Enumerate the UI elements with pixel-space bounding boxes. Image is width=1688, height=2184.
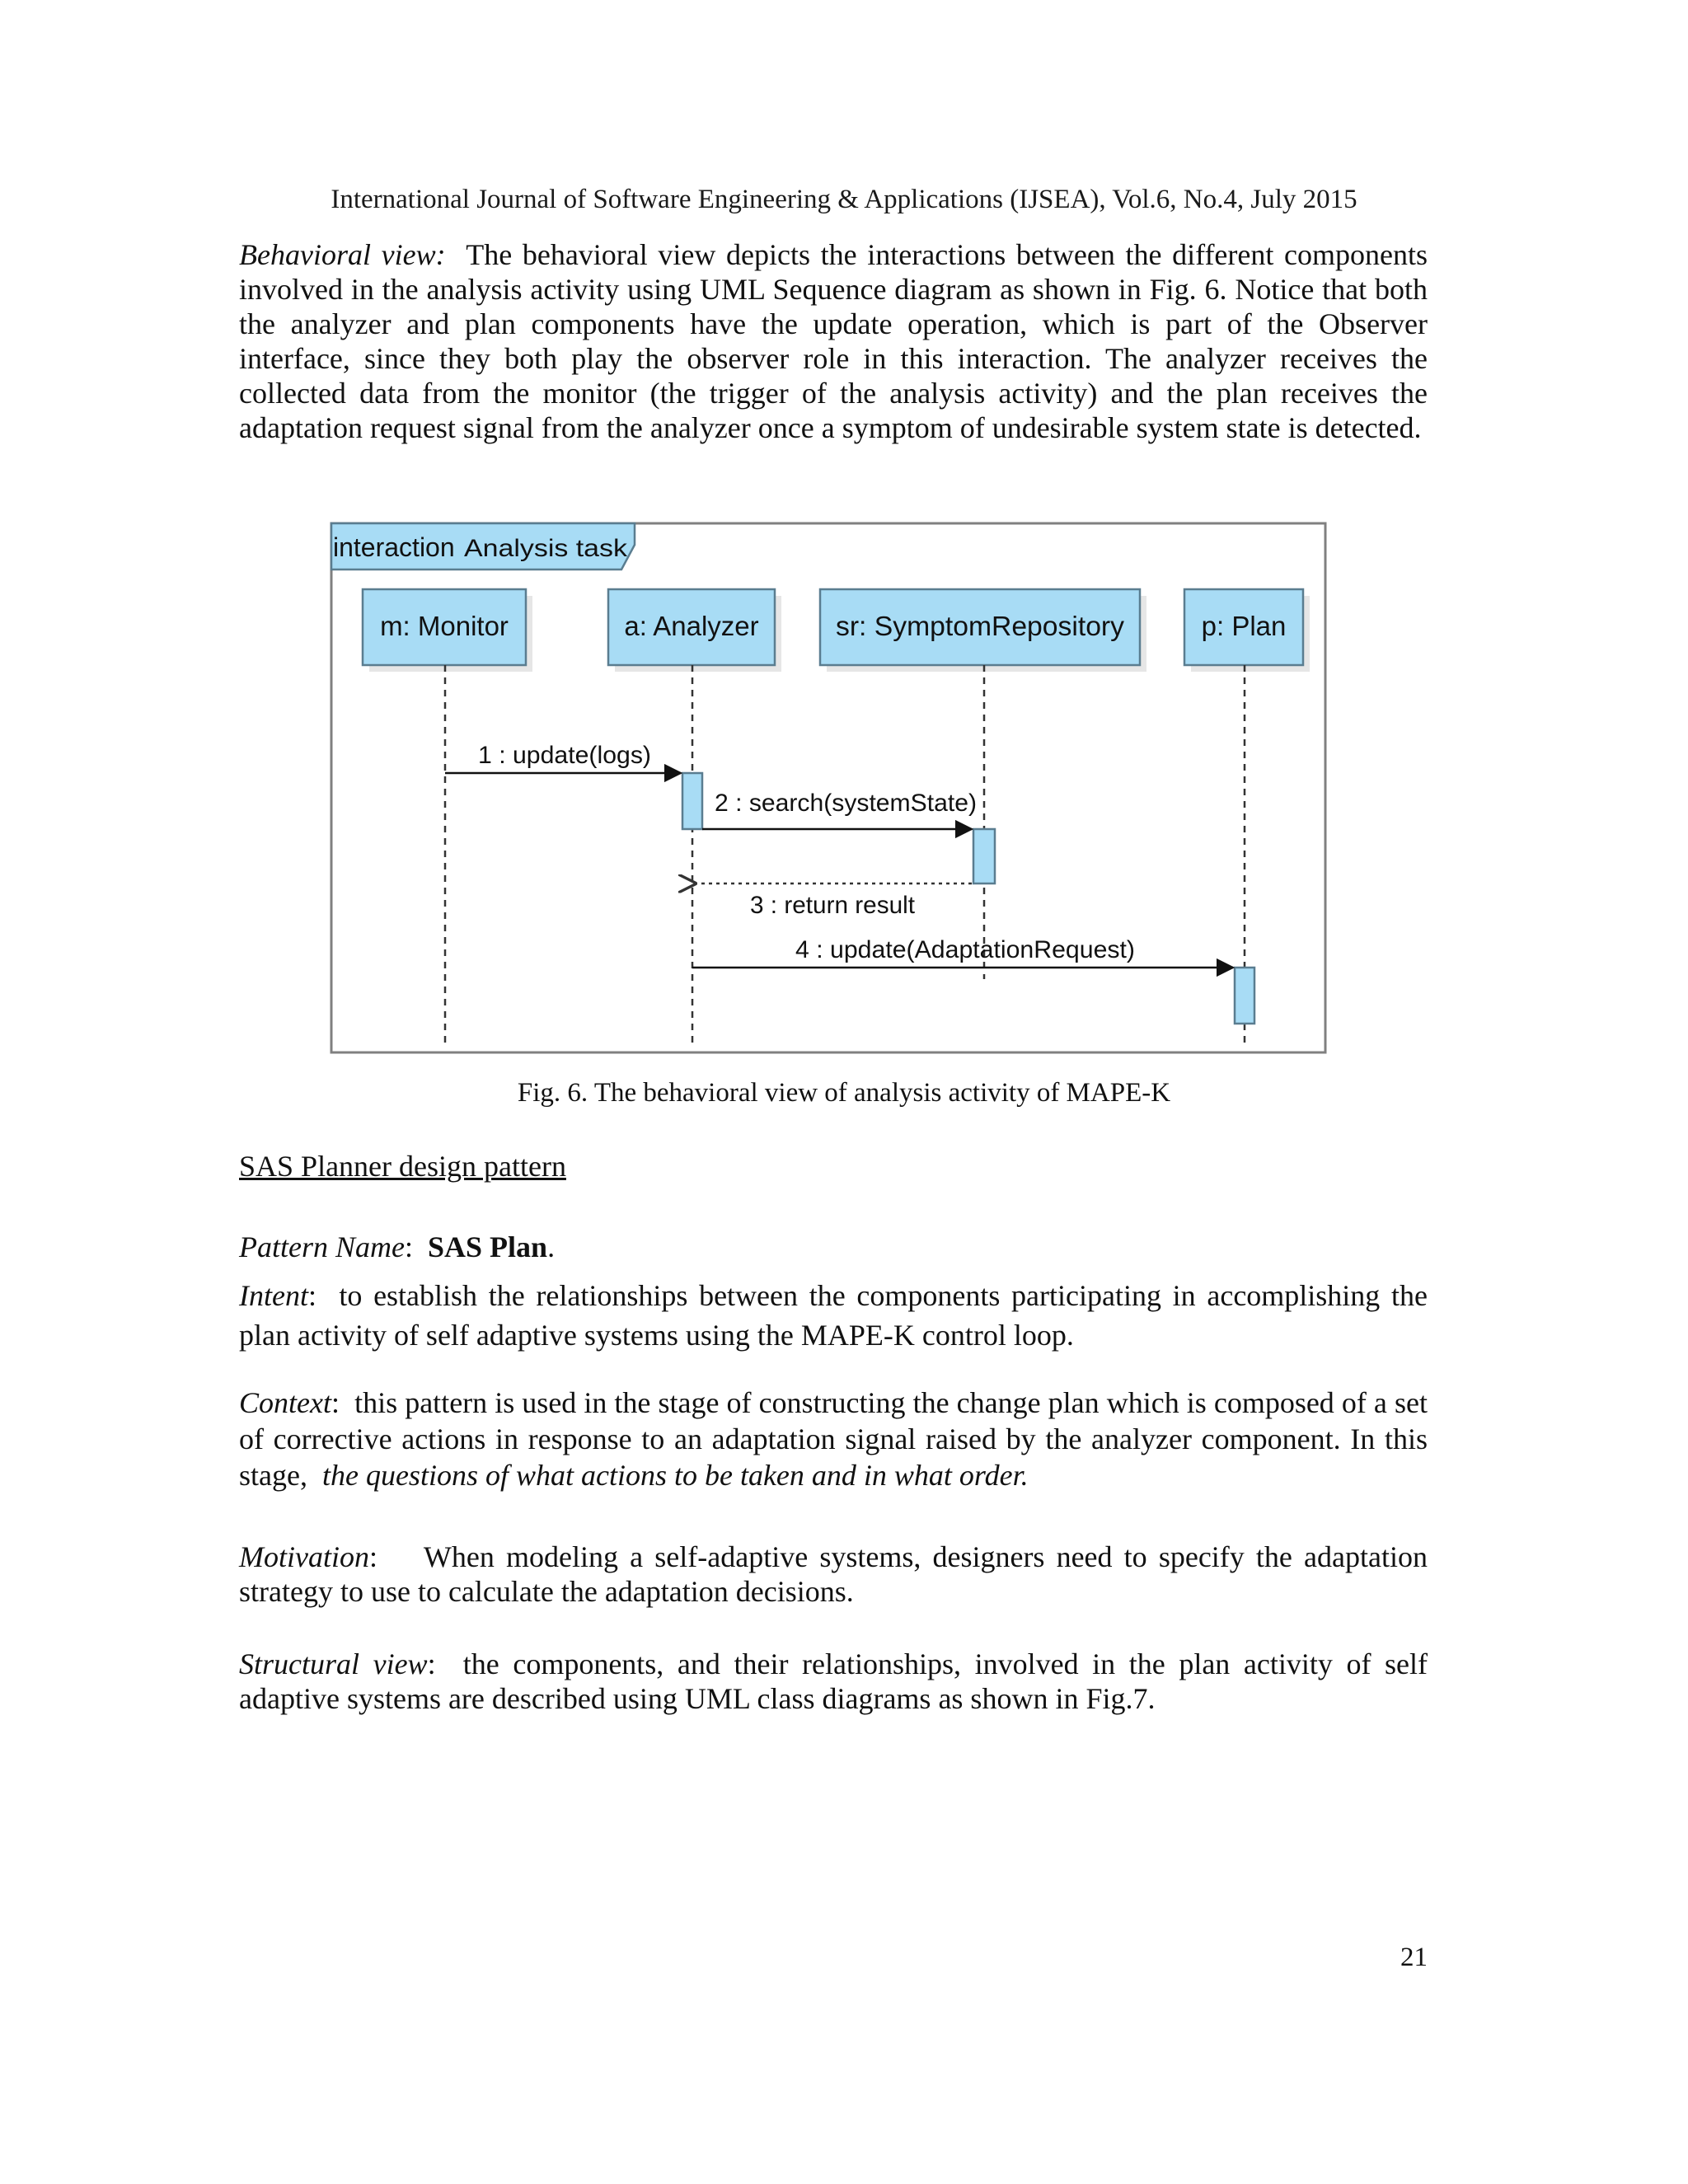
pattern-name-value: SAS Plan	[428, 1230, 548, 1263]
activation-repository	[973, 829, 995, 883]
page-number: 21	[1400, 1943, 1428, 1972]
lifeline-plan-label: p: Plan	[1201, 611, 1287, 641]
pattern-name-line: Pattern Name: SAS Plan.	[239, 1230, 556, 1263]
motivation-label: Motivation	[239, 1540, 369, 1573]
structural-view-text: the components, and their relationships, involved in the plan activity of self adaptive systems are described using UML class diagrams as shown in Fig.7.	[239, 1647, 1428, 1715]
lifeline-monitor-label: m: Monitor	[380, 611, 509, 641]
behavioral-view-label: Behavioral view:	[239, 238, 446, 271]
structural-view-paragraph: Structural view: the components, and their relationships, involved in the plan activity of self adaptive systems are described using UML class diagrams as shown in Fig.7.	[239, 1647, 1428, 1715]
lifeline-repository-label: sr: SymptomRepository	[836, 611, 1125, 641]
intent-text: to establish the relationships between the components participating in accomplishing the plan activity of self adaptive systems using the MAPE-K control loop.	[239, 1279, 1428, 1352]
lifeline-analyzer-label: a: Analyzer	[624, 611, 759, 641]
motivation-paragraph: Motivation: When modeling a self-adaptive systems, designers need to specify the adaptation strategy to use to calculate the adaptation decisions.	[239, 1540, 1428, 1608]
behavioral-view-paragraph	[239, 237, 1428, 445]
frame-keyword: interaction	[333, 532, 455, 562]
message-1-label: 1 : update(logs)	[478, 742, 651, 769]
behavioral-view-text: The behavioral view depicts the interactions between the different components involved in the analysis activity using UML Sequence diagram as shown in Fig. 6. Notice that both the analyzer and plan components have the update operation, which is part of the Observer interface, since they both play the observer role in this interaction. The analyzer receives the collected data from the monitor (the trigger of the analysis activity) and the plan receives the adaptation request signal from the analyzer once a symptom of undesirable system state is detected.	[239, 238, 1428, 444]
pattern-name-label: Pattern Name	[239, 1230, 405, 1263]
frame-name: Analysis task	[464, 535, 629, 562]
message-4-label: 4 : update(AdaptationRequest)	[795, 936, 1135, 963]
figure-caption: Fig. 6. The behavioral view of analysis activity of MAPE-K	[517, 1078, 1171, 1108]
context-text: this pattern is used in the stage of constructing the change plan which is composed of a set of corrective actions in response to an adaptation signal raised by the analyzer component. In this stage,	[239, 1386, 1428, 1492]
section-heading: SAS Planner design pattern	[239, 1150, 566, 1183]
message-3-label: 3 : return result	[750, 892, 916, 919]
activation-plan	[1235, 968, 1254, 1024]
sequence-diagram	[330, 522, 1327, 1057]
context-label: Context	[239, 1386, 331, 1419]
context-italic-text: the questions of what actions to be taken and in what order.	[321, 1459, 1029, 1492]
context-paragraph: Context: this pattern is used in the stage of constructing the change plan which is composed of a set of corrective actions in response to an adaptation signal raised by the analyzer component. In this stage, the questions of what actions to be taken and in what order.	[239, 1386, 1428, 1492]
structural-view-label: Structural view	[239, 1647, 428, 1680]
running-header: International Journal of Software Engineering & Applications (IJSEA), Vol.6, No.4, July 2015	[331, 185, 1357, 214]
activation-analyzer	[682, 773, 702, 829]
intent-label: Intent	[239, 1279, 308, 1312]
intent-paragraph: Intent: to establish the relationships between the components participating in accomplishing the plan activity of self adaptive systems using the MAPE-K control loop.	[239, 1279, 1428, 1352]
message-2-label: 2 : search(systemState)	[715, 790, 977, 817]
motivation-text: When modeling a self-adaptive systems, designers need to specify the adaptation strategy to use to calculate the adaptation decisions.	[239, 1540, 1428, 1608]
